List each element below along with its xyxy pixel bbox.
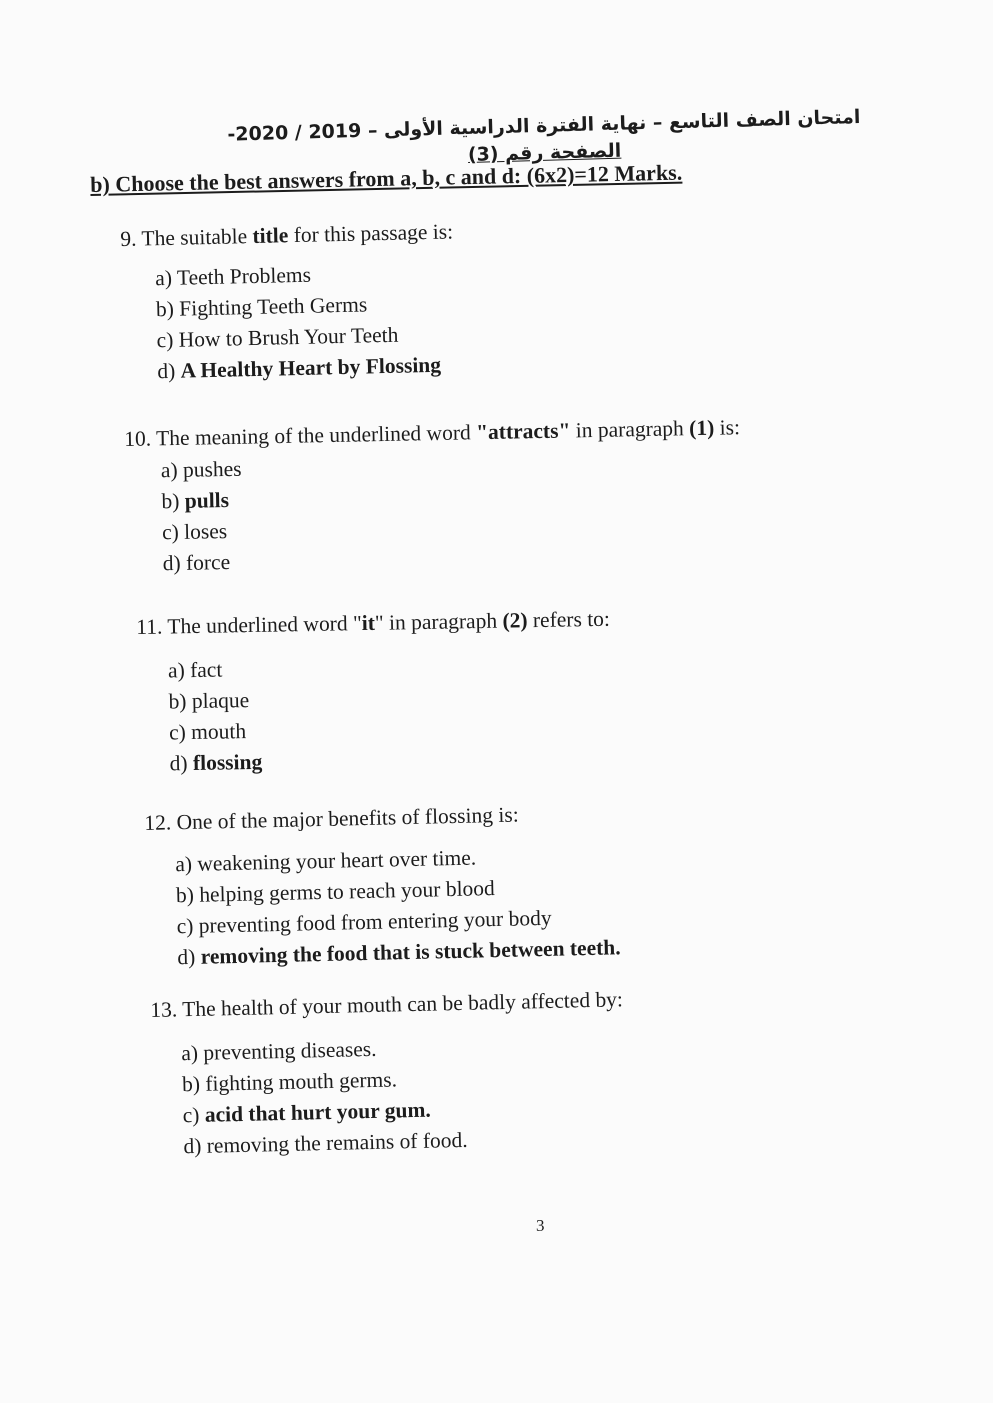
option-a: a) preventing diseases.: [181, 1036, 377, 1066]
options-list: [145, 839, 621, 974]
option-a: a) Teeth Problems: [154, 262, 312, 291]
question-13: [150, 984, 626, 1163]
question-stem: 13. The health of your mouth can be badly affected by:: [150, 987, 624, 1022]
option-b: b) helping germs to reach your blood: [175, 876, 496, 908]
question-stem: 12. One of the major benefits of flossing is:: [144, 802, 519, 835]
options-list: [151, 1028, 626, 1163]
option-d: d) removing the remains of food.: [183, 1127, 468, 1159]
question-10: [124, 412, 743, 580]
option-a: a) weakening your heart over time.: [175, 845, 477, 877]
option-b: b) plaque: [168, 688, 250, 714]
question-9: [120, 216, 456, 388]
options-list: [137, 648, 613, 780]
option-b-correct: b) pulls: [161, 488, 230, 514]
option-a: a) pushes: [160, 456, 242, 483]
option-d-correct: d) flossing: [169, 749, 263, 776]
option-d-correct: d) removing the food that is stuck between teeth.: [177, 935, 621, 970]
question-11: [136, 604, 613, 780]
option-d-correct: d) A Healthy Heart by Flossing: [157, 352, 442, 384]
option-c: c) How to Brush Your Teeth: [156, 322, 399, 353]
options-list: [125, 444, 743, 580]
option-c: c) mouth: [168, 719, 247, 745]
option-c: c) preventing food from entering your body: [176, 905, 552, 939]
option-c-correct: c) acid that hurt your gum.: [182, 1097, 432, 1128]
header-line-1: امتحان الصف التاسع – نهاية الفترة الدراسية الأولى – 2019 / 2020-: [227, 105, 861, 146]
page-number: 3: [536, 1216, 545, 1235]
header-line-2: الصفحة رقم (3): [467, 139, 622, 166]
option-a: a) fact: [167, 657, 223, 683]
question-stem: 9. The suitable title for this passage is:: [120, 219, 454, 251]
section-title: b) Choose the best answers from a, b, c and d: (6x2)=12 Marks.: [90, 159, 683, 197]
option-d: d) force: [162, 549, 231, 576]
options-list: [121, 256, 457, 388]
question-12: [144, 797, 621, 974]
question-stem: 10. The meaning of the underlined word "attracts" in paragraph (1) is:: [124, 415, 741, 451]
option-b: b) Fighting Teeth Germs: [155, 292, 368, 322]
option-b: b) fighting mouth germs.: [181, 1067, 398, 1097]
question-stem: 11. The underlined word "it" in paragraph (2) refers to:: [136, 606, 611, 639]
option-c: c) loses: [161, 519, 228, 545]
